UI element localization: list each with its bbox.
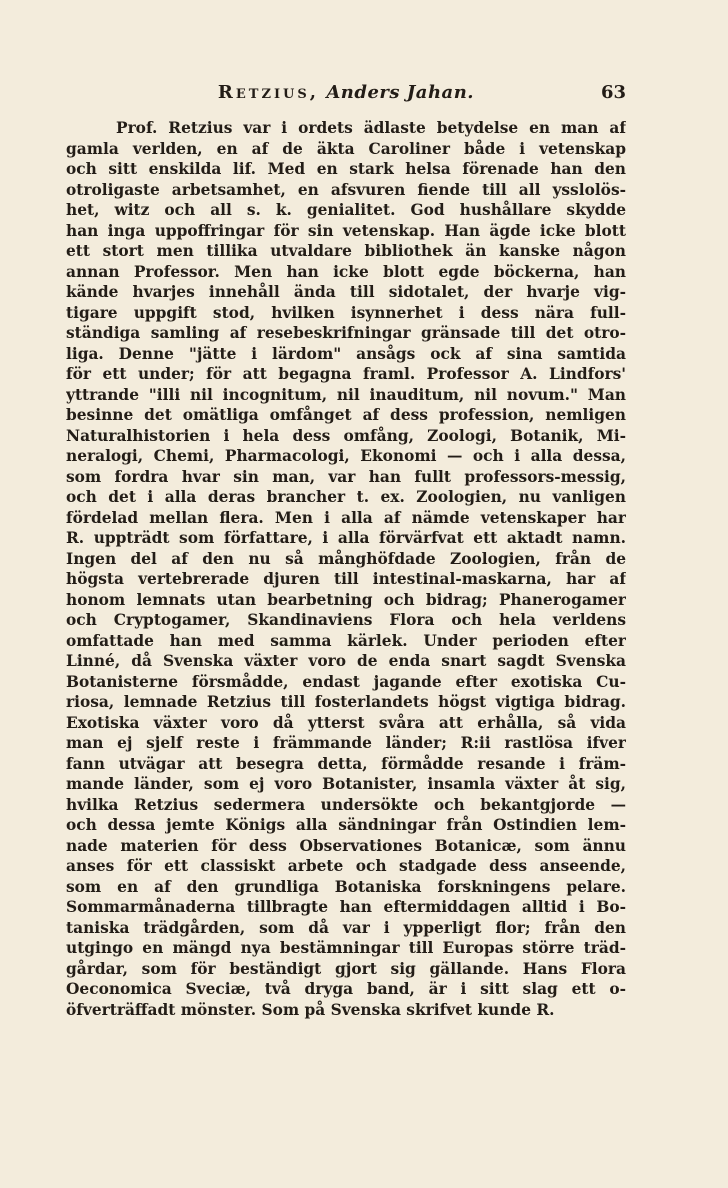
page-number: 63	[600, 82, 626, 103]
running-head	[66, 82, 626, 103]
text-line: Naturalhistorien i hela dess omfång, Zoologi, Botanik, Mi-	[66, 426, 626, 445]
text-line: besinne det omätliga omfånget af dess profession, nemligen	[66, 406, 626, 424]
text-line: högsta vertebrerade djuren till intestinal-maskarna, har af	[66, 570, 626, 588]
text-line: fann utvägar att besegra detta, förmådde resande i främ-	[66, 754, 626, 773]
text-line: som en af den grundliga Botaniska forskningens pelare.	[66, 877, 626, 896]
text-line: som fordra hvar sin man, var han fullt professors-messig,	[66, 467, 626, 486]
text-line: anses för ett classiskt arbete och stadgade dess anseende,	[66, 857, 626, 875]
text-line: liga. Denne "jätte i lärdom" ansågs ock af sina samtida	[66, 344, 626, 363]
text-line: ett stort men tillika utvaldare bibliothek än kanske någon	[66, 242, 626, 260]
text-line: och Cryptogamer, Skandinaviens Flora och hela verldens	[66, 611, 626, 629]
text-line: Prof. Retzius var i ordets ädlaste betydelse en man af	[116, 119, 626, 137]
text-line: het, witz och all s. k. genialitet. God hushållare skydde	[66, 201, 626, 219]
text-line: yttrande "illi nil incognitum, nil inauditum, nil novum." Man	[66, 385, 626, 404]
text-line: hvilka Retzius sedermera undersökte och bekantgjorde —	[66, 795, 626, 814]
text-line: man ej sjelf reste i främmande länder; R:ii rastlösa ifver	[66, 734, 626, 752]
text-line: gamla verlden, en af de äkta Caroliner både i vetenskap	[66, 139, 626, 158]
text-line: och dessa jemte Königs alla sändningar från Ostindien lem-	[66, 816, 626, 834]
text-line: otroligaste arbetsamhet, en afsvuren fiende till all ysslolös-	[66, 180, 626, 199]
text-line: fördelad mellan flera. Men i alla af nämde vetenskaper har	[66, 508, 626, 527]
text-line: riosa, lemnade Retzius till fosterlandets högst vigtiga bidrag.	[66, 693, 626, 711]
text-line: och sitt enskilda lif. Med en stark helsa förenade han den	[66, 160, 626, 178]
text-line: omfattade han med samma kärlek. Under perioden efter	[66, 631, 626, 650]
page-header	[66, 82, 626, 106]
text-line: tigare uppgift stod, hvilken isynnerhet i dess nära full-	[66, 303, 626, 322]
text-line: R. uppträdt som författare, i alla förvärfvat ett aktadt namn.	[66, 529, 626, 547]
text-line: Oeconomica Sveciæ, två dryga band, är i sitt slag ett o-	[66, 980, 626, 998]
text-line: för ett under; för att begagna framl. Professor A. Lindfors'	[66, 365, 626, 383]
text-line: och det i alla deras brancher t. ex. Zoologien, nu vanligen	[66, 488, 626, 506]
text-line: Botanisterne försmådde, endast jagande efter exotiska Cu-	[66, 672, 626, 691]
text-line: mande länder, som ej voro Botanister, insamla växter åt sig,	[66, 775, 626, 793]
text-line: öfverträffadt mönster. Som på Svenska skrifvet kunde R.	[66, 1000, 555, 1019]
text-line: nade materien för dess Observationes Botanicæ, som ännu	[66, 836, 626, 855]
text-line: Ingen del af den nu så månghöfdade Zoologien, från de	[66, 549, 626, 568]
running-head-surname: Retzius,	[217, 82, 320, 103]
text-line: neralogi, Chemi, Pharmacologi, Ekonomi — och i alla dessa,	[66, 447, 626, 465]
text-line: honom lemnats utan bearbetning och bidrag; Phanerogamer	[66, 590, 626, 609]
text-line: han inga uppoffringar för sin vetenskap. Han ägde icke blott	[66, 221, 626, 240]
text-line: kände hvarjes innehåll ända till sidotalet, der hvarje vig-	[66, 283, 626, 301]
text-line: gårdar, som för beständigt gjort sig gällande. Hans Flora	[66, 959, 626, 978]
text-line: Exotiska växter voro då ytterst svåra att erhålla, så vida	[66, 713, 626, 732]
text-line: taniska trädgården, som då var i ypperligt flor; från den	[66, 918, 626, 937]
text-line: ständiga samling af resebeskrifningar gränsade till det otro-	[66, 324, 626, 342]
text-line: annan Professor. Men han icke blott egde böckerna, han	[66, 262, 626, 281]
text-line: utgingo en mängd nya bestämningar till Europas större träd-	[66, 939, 626, 957]
running-head-given-names: Anders Jahan.	[326, 82, 475, 103]
text-line: Sommarmånaderna tillbragte han eftermiddagen alltid i Bo-	[66, 898, 626, 916]
body-text	[66, 118, 626, 1020]
text-line: Linné, då Svenska växter voro de enda snart sagdt Svenska	[66, 652, 626, 670]
